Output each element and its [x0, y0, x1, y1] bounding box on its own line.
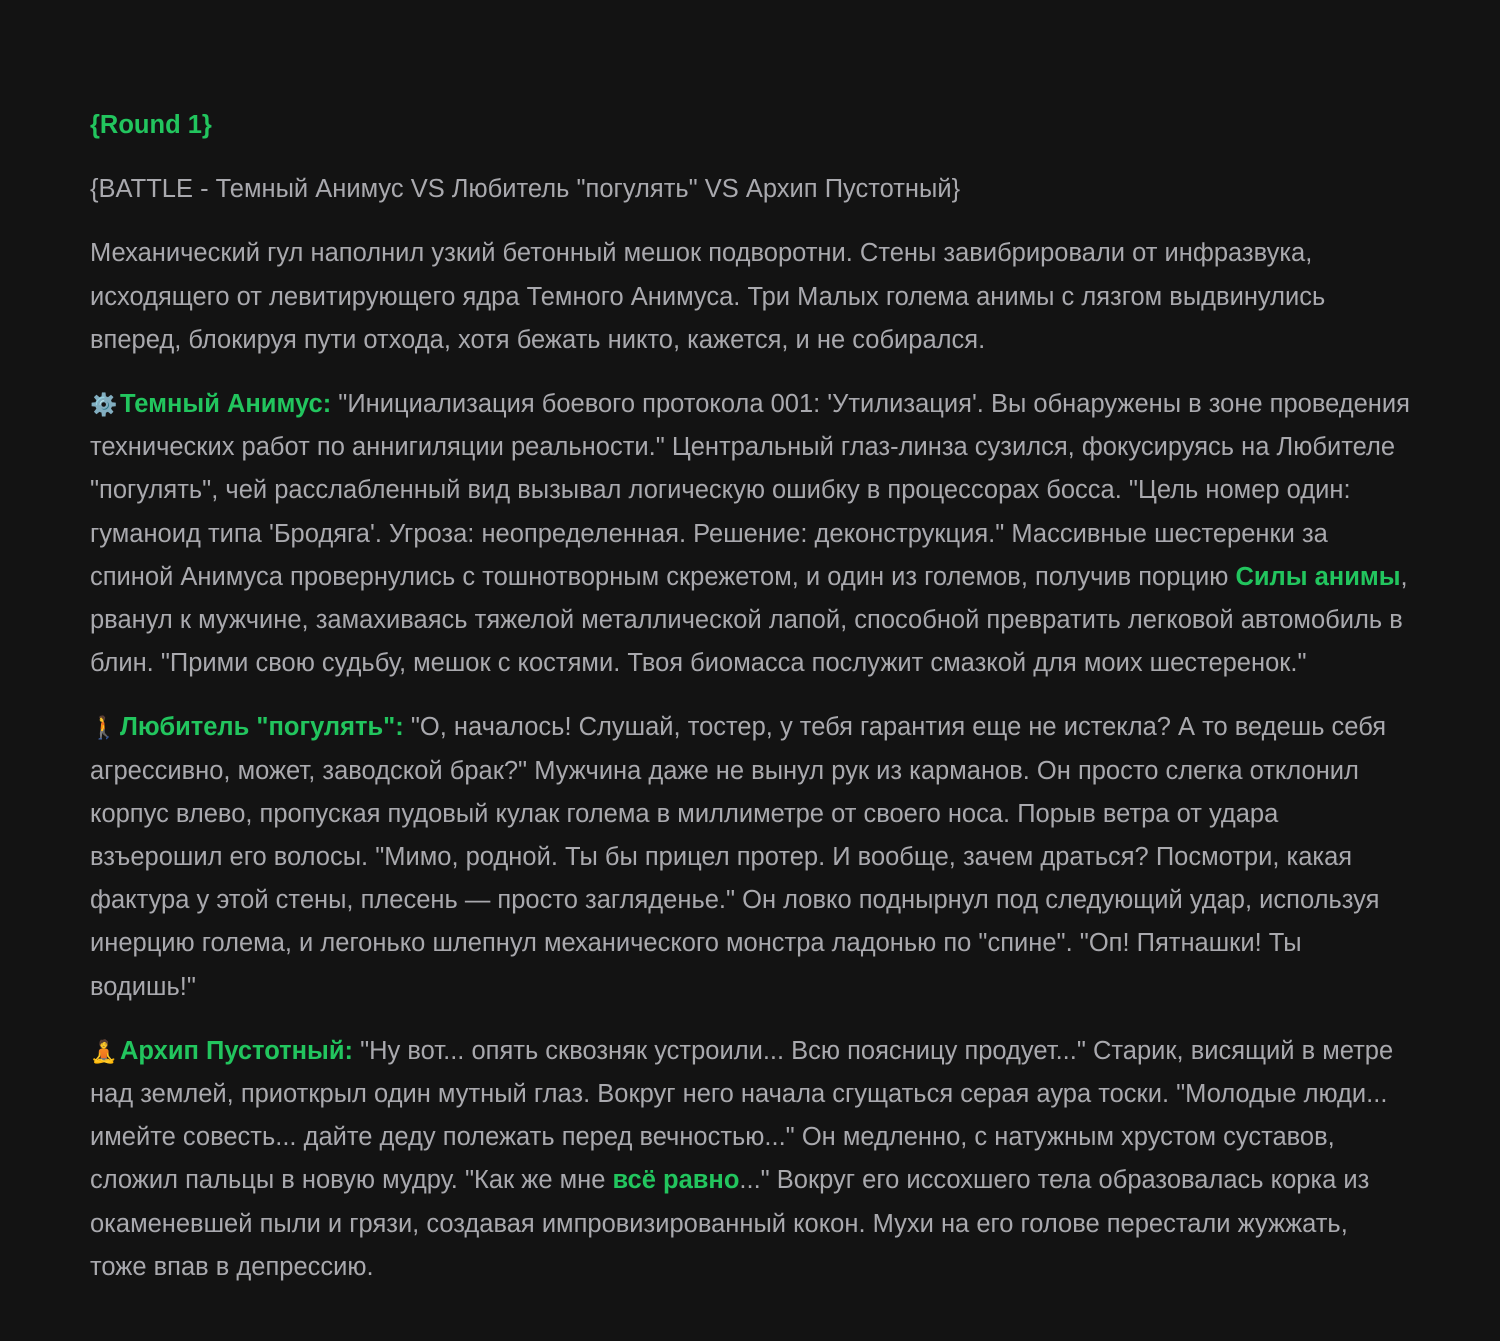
turn-dark-animus: [90, 383, 1410, 685]
turn-arkhip: [90, 1030, 1410, 1289]
turn-walker: [90, 706, 1410, 1008]
highlight-term: всё равно: [612, 1166, 740, 1195]
person-walking-icon: 🚶: [90, 715, 118, 741]
highlight-term: Силы анимы: [1235, 562, 1401, 591]
person-meditating-icon: 🧘: [90, 1038, 118, 1064]
speaker-name: Темный Анимус:: [120, 390, 332, 419]
turn-text: "О, началось! Слушай, тостер, у тебя гарантия еще не истекла? А то ведешь себя агрессивно, может, заводской брак?" Мужчина даже не вынул рук из карманов. Он просто слегка отклонил корпус влево, пропуская пудовый кулак голема в миллиметре от своего носа. Порыв ветра от удара взъерошил его волосы. "Мимо, родной. Ты бы прицел протер. И вообще, зачем драться? Посмотри, какая фактура у этой стены, плесень — просто загляденье." Он ловко поднырнул под следующий удар, используя инерцию голема, и легонько шлепнул механического монстра ладонью по "спине". "Оп! Пятнашки! Ты водишь!": [90, 713, 1387, 1001]
speaker-name: Любитель "погулять":: [120, 713, 404, 742]
chat-message: [90, 104, 1410, 1310]
round-title: {Round 1}: [90, 111, 212, 139]
turn-text: , рванул к мужчине, замахиваясь тяжелой металлической лапой, способной превратить легковой автомобиль в блин. "Прими свою судьбу, мешок с костями. Твоя биомасса послужит смазкой для моих шестеренок.": [90, 562, 1408, 678]
intro-paragraph: Механический гул наполнил узкий бетонный мешок подворотни. Стены завибрировали от инфразвука, исходящего от левитирующего ядра Темного Анимуса. Три Малых голема анимы с лязгом выдвинулись вперед, блокируя пути отхода, хотя бежать никто, кажется, и не собирался.: [90, 239, 1326, 354]
turn-text: "Инициализация боевого протокола 001: 'Утилизация'. Вы обнаружены в зоне проведения технических работ по аннигиляции реальности." Центральный глаз-линза сузился, фокусируясь на Любителе "погулять", чей расслабленный вид вызывал логическую ошибку в процессорах босса. "Цель номер один: гуманоид типа 'Бродяга'. Угроза: неопределенная. Решение: деконструкция." Массивные шестеренки за спиной Анимуса провернулись с тошнотворным скрежетом, и один из големов, получив порцию: [90, 390, 1410, 591]
speaker-name: Архип Пустотный:: [120, 1036, 353, 1065]
battle-header: {BATTLE - Темный Анимус VS Любитель "погулять" VS Архип Пустотный}: [90, 175, 961, 204]
turn-text: "Ну вот... опять сквозняк устроили... Всю поясницу продует..." Старик, висящий в метре над землей, приоткрыл один мутный глаз. Вокруг него начала сгущаться серая аура тоски. "Молодые люди... имейте совесть... дайте деду полежать перед вечностью..." Он медленно, с натужным хрустом суставов, сложил пальцы в новую мудру. "Как же мне: [90, 1036, 1394, 1195]
gear-icon: ⚙️: [90, 392, 118, 418]
turn-text: ..." Вокруг его иссохшего тела образовалась корка из окаменевшей пыли и грязи, создавая импровизированный кокон. Мухи на его голове перестали жужжать, тоже впав в депрессию.: [90, 1166, 1370, 1281]
